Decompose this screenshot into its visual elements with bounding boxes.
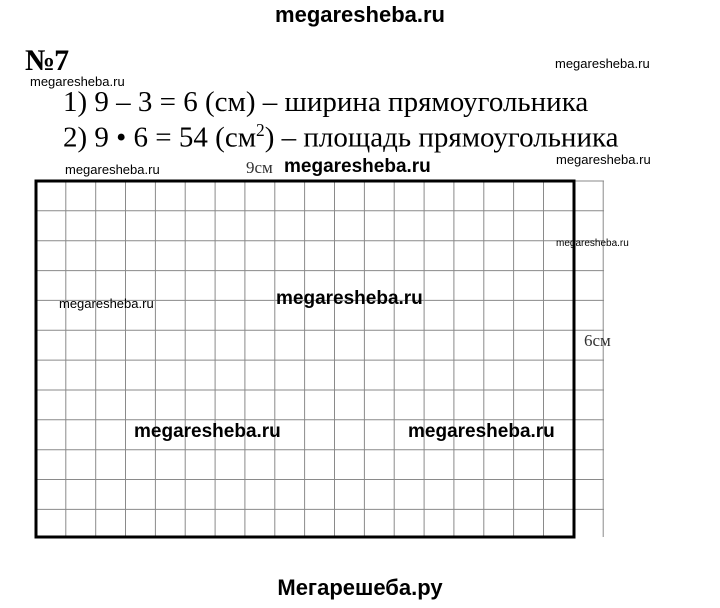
grid-lines	[36, 181, 604, 537]
watermark: megaresheba.ru	[59, 296, 154, 311]
watermark: megaresheba.ru	[65, 162, 160, 177]
watermark: megaresheba.ru	[555, 56, 650, 71]
step-2-exponent: 2	[256, 120, 265, 140]
width-label: 9см	[246, 158, 273, 177]
solution-step-2	[63, 120, 619, 155]
watermark-bold: megaresheba.ru	[134, 421, 281, 442]
watermark-bold: megaresheba.ru	[284, 156, 431, 177]
problem-number: №7	[25, 44, 69, 77]
solution-step-1: 1) 9 – 3 = 6 (см) – ширина прямоугольника	[63, 86, 589, 118]
watermark-bold: megaresheba.ru	[276, 288, 423, 309]
watermark: megaresheba.ru	[556, 152, 651, 167]
watermark-bold: megaresheba.ru	[408, 421, 555, 442]
watermark: megaresheba.ru	[30, 74, 125, 89]
step-2-text-end: ) – площадь прямоугольника	[264, 121, 619, 154]
watermark: megaresheba.ru	[556, 238, 629, 249]
site-header[interactable]: megaresheba.ru	[275, 2, 445, 27]
site-footer[interactable]: Мегарешеба.ру	[277, 575, 443, 600]
step-2-text: 2) 9 • 6 = 54 (см	[63, 121, 257, 154]
height-label: 6см	[584, 331, 611, 350]
